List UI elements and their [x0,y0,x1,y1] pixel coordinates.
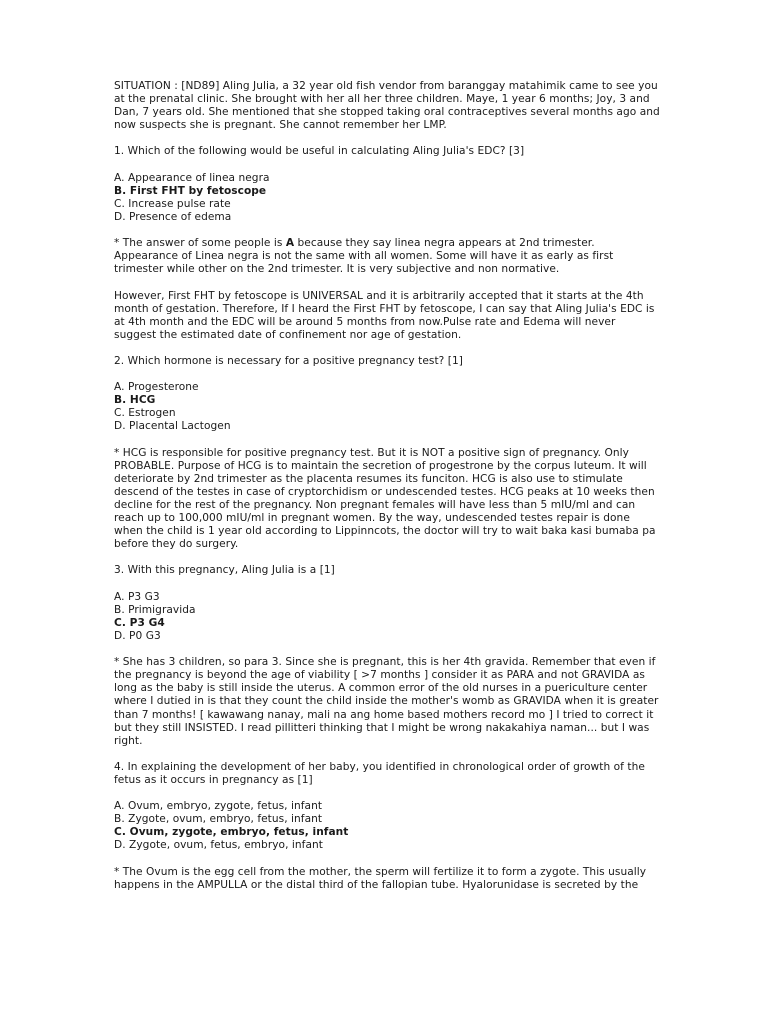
q1-option-a: A. Appearance of linea negra [114,171,270,184]
q1-option-b-correct: B. First FHT by fetoscope [114,184,267,197]
question-4-options [114,800,660,852]
q2-option-b-correct: B. HCG [114,394,156,407]
q1-explanation-prefix: * The answer of some people is [114,237,286,250]
q1-explanation [114,237,660,276]
q1-option-d: D. Presence of edema [114,210,232,223]
question-1: 1. Which of the following would be useful in calculating Aling Julia's EDC? [3] [114,145,525,158]
q3-option-a: A. P3 G3 [114,590,160,603]
question-2: 2. Which hormone is necessary for a positive pregnancy test? [1] [114,354,463,367]
q3-explanation: * She has 3 children, so para 3. Since she is pregnant, this is her 4th gravida. Remember that even if the pregnancy is beyond the age of viability [ >7 months ] consider it as PARA and not GRAVIDA as long as the baby is still inside the uterus. A common error of the old nurses in a puericulture center where I dutied in is that they count the child inside the mother's womb as GRAVIDA when it is greater than 7 months! [ kawawang nanay, mali na ang home based mothers record mo ] I tried to correct it but they still INSISTED. I read pillitteri thinking that I might be wrong nakakahiya naman... but I was right. [114,656,659,747]
q2-option-c: C. Estrogen [114,407,176,420]
question-4: 4. In explaining the development of her baby, you identified in chronological order of growth of the fetus as it occurs in pregnancy as [1] [114,760,645,786]
q4-option-b: B. Zygote, ovum, embryo, fetus, infant [114,813,323,826]
situation-text: SITUATION : [ND89] Aling Julia, a 32 year old fish vendor from baranggay matahimik came to see you at the prenatal clinic. She brought with her all her three children. Maye, 1 year 6 months; Joy, 3 and Dan, 7 years old. She mentioned that she stopped taking oral contraceptives several months ago and now suspects she is pregnant. She cannot remember her LMP. [114,80,660,132]
q4-option-c-correct: C. Ovum, zygote, embryo, fetus, infant [114,826,349,839]
q4-option-a: A. Ovum, embryo, zygote, fetus, infant [114,800,323,813]
q2-option-d: D. Placental Lactogen [114,420,231,433]
q4-option-d: D. Zygote, ovum, fetus, embryo, infant [114,839,323,852]
question-2-options [114,381,660,433]
q2-explanation: * HCG is responsible for positive pregnancy test. But it is NOT a positive sign of pregnancy. Only PROBABLE. Purpose of HCG is to maintain the secretion of progestrone by the corpus luteum. It will deteriorate by 2nd trimester as the placenta resumes its funciton. HCG is also use to stimulate descend of the testes in case of cryptorchidism or undescended testes. HCG peaks at 10 weeks then decline for the rest of the pregnancy. Non pregnant females will have less than 5 mIU/ml and can reach up to 100,000 mIU/ml in pregnant women. By the way, undescended testes repair is done when the child is 1 year old according to Lippinncots, the doctor will try to wait baka kasi bumaba pa before they do surgery. [114,446,656,551]
q1-explanation-answer: A [285,237,295,250]
q3-option-b: B. Primigravida [114,603,196,616]
q1-explanation-suffix: because they say linea negra appears at 2nd trimester. Appearance of Linea negra is not the same with all women. Some will have it as early as first trimester while other on the 2nd trimester. It is very subjective and non normative. [114,237,614,276]
q3-option-c-correct: C. P3 G4 [114,616,165,629]
question-1-options [114,172,660,224]
document-content [114,80,660,905]
q1-option-c: C. Increase pulse rate [114,197,231,210]
q3-option-d: D. P0 G3 [114,629,161,642]
q2-option-a: A. Progesterone [114,381,199,394]
q4-explanation: * The Ovum is the egg cell from the mother, the sperm will fertilize it to form a zygote. This usually happens in the AMPULLA or the distal third of the fallopian tube. Hyalorunidase is secreted by the [114,865,647,891]
question-3: 3. With this pregnancy, Aling Julia is a [1] [114,564,335,577]
question-3-options [114,591,660,643]
q1-explanation-2: However, First FHT by fetoscope is UNIVERSAL and it is arbitrarily accepted that it starts at the 4th month of gestation. Therefore, If I heard the First FHT by fetoscope, I can say that Aling Julia's EDC is at 4th month and the EDC will be around 5 months from now.Pulse rate and Edema will never suggest the estimated date of confinement nor age of gestation. [114,289,655,341]
